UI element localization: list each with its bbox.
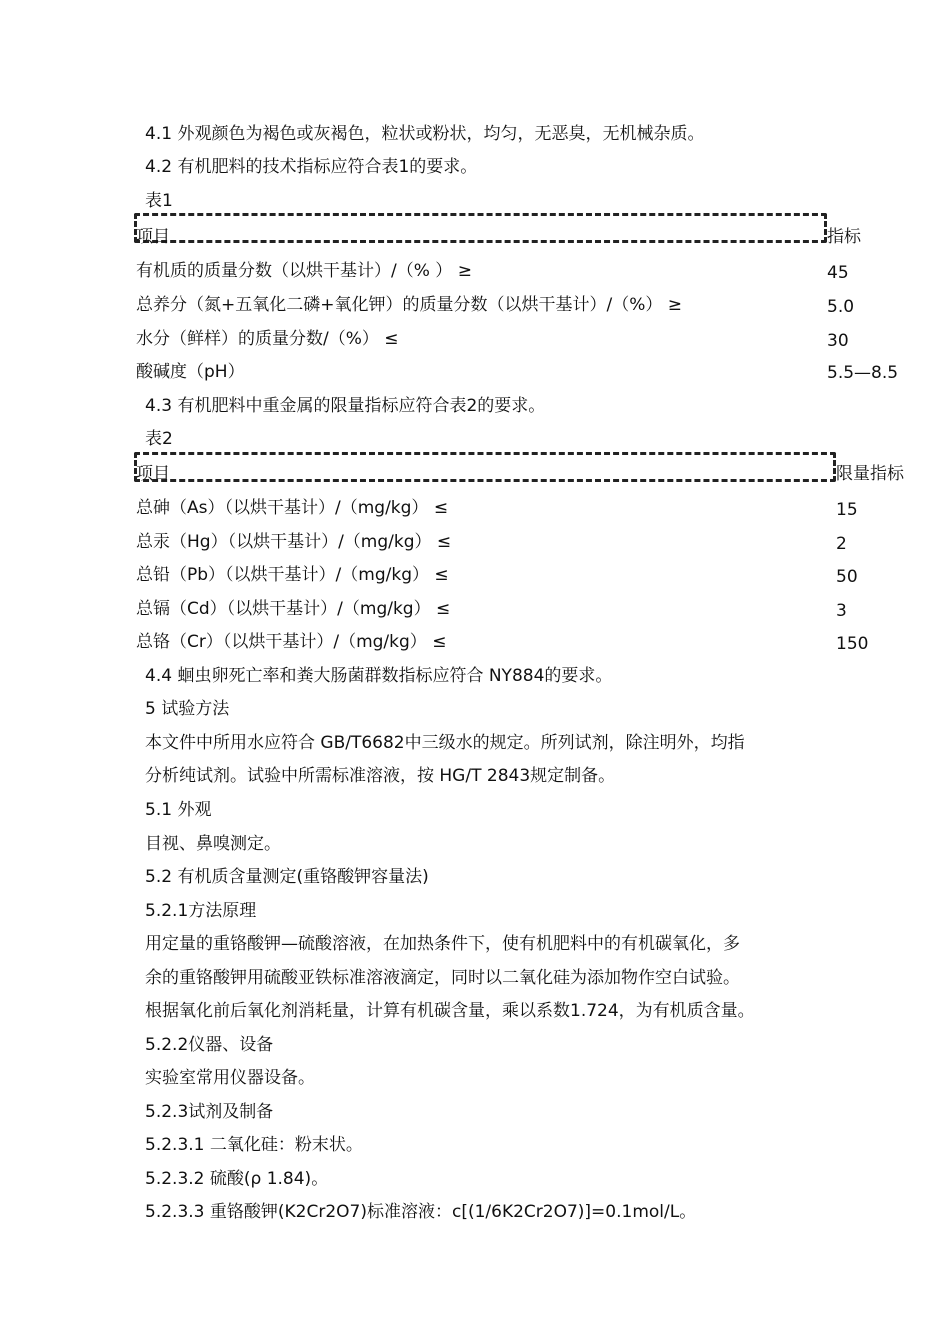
paragraph-4-2: 4.2 有机肥料的技术指标应符合表1的要求。 xyxy=(145,157,478,177)
section5-2-1-line: 余的重铬酸钾用硫酸亚铁标准溶液滴定，同时以二氧化硅为添加物作空白试验。 xyxy=(145,968,740,988)
section5-intro-line: 分析纯试剂。试验中所需标准溶液，按 HG/T 2843规定制备。 xyxy=(145,766,616,786)
table1-row-value: 5.0 xyxy=(827,297,855,317)
table1-row-value: 45 xyxy=(827,263,849,283)
table2-row-item: 总铬（Cr）（以烘干基计）/（mg/kg） ≤ xyxy=(136,632,447,652)
table1-row-value: 5.5—8.5 xyxy=(827,363,899,383)
table2-header-value: 限量指标 xyxy=(836,464,904,484)
paragraph-4-1: 4.1 外观颜色为褐色或灰褐色，粒状或粉状，均匀，无恶臭，无机械杂质。 xyxy=(145,124,705,144)
table2-row-value: 3 xyxy=(836,601,847,621)
table2-caption: 表2 xyxy=(145,429,173,449)
paragraph-4-3: 4.3 有机肥料中重金属的限量指标应符合表2的要求。 xyxy=(145,396,546,416)
section5-2-1-line: 用定量的重铬酸钾—硫酸溶液，在加热条件下，使有机肥料中的有机碳氧化，多 xyxy=(145,934,740,954)
table2-row-value: 50 xyxy=(836,567,858,587)
table1-header-item: 项目 xyxy=(136,227,170,247)
section5-2-heading: 5.2 有机质含量测定(重铬酸钾容量法) xyxy=(145,867,429,887)
paragraph-4-4: 4.4 蛔虫卵死亡率和粪大肠菌群数指标应符合 NY884的要求。 xyxy=(145,666,613,686)
section5-1-text: 目视、鼻嗅测定。 xyxy=(145,834,281,854)
section5-2-3-heading: 5.2.3试剂及制备 xyxy=(145,1102,274,1122)
table2-row-item: 总镉（Cd）（以烘干基计）/（mg/kg） ≤ xyxy=(136,599,451,619)
table1-header-frame xyxy=(134,213,827,243)
section5-2-2-text: 实验室常用仪器设备。 xyxy=(145,1068,315,1088)
section5-heading: 5 试验方法 xyxy=(145,699,230,719)
table2-row-value: 2 xyxy=(836,534,847,554)
section5-2-2-heading: 5.2.2仪器、设备 xyxy=(145,1035,274,1055)
table2-row-item: 总汞（Hg）（以烘干基计）/（mg/kg） ≤ xyxy=(136,532,452,552)
section5-2-3-3: 5.2.3.3 重铬酸钾(K2Cr2O7)标准溶液：c[(1/6K2Cr2O7)]=0.1mol/L。 xyxy=(145,1202,697,1222)
table1-row-item: 酸碱度（pH） xyxy=(136,362,245,382)
table1-row-item: 有机质的质量分数（以烘干基计）/（% ） ≥ xyxy=(136,261,472,281)
table1-row-item: 水分（鲜样）的质量分数/（%） ≤ xyxy=(136,329,399,349)
table2-row-item: 总铅（Pb）（以烘干基计）/（mg/kg） ≤ xyxy=(136,565,449,585)
table1-row-item: 总养分（氮+五氧化二磷+氧化钾）的质量分数（以烘干基计）/（%） ≥ xyxy=(136,295,683,315)
table2-row-item: 总砷（As）（以烘干基计）/（mg/kg） ≤ xyxy=(136,498,449,518)
section5-2-1-heading: 5.2.1方法原理 xyxy=(145,901,257,921)
table2-row-value: 15 xyxy=(836,500,858,520)
section5-2-3-2: 5.2.3.2 硫酸(ρ 1.84)。 xyxy=(145,1169,329,1189)
section5-1-heading: 5.1 外观 xyxy=(145,800,212,820)
section5-intro-line: 本文件中所用水应符合 GB/T6682中三级水的规定。所列试剂，除注明外，均指 xyxy=(145,733,745,753)
section5-2-1-line: 根据氧化前后氧化剂消耗量，计算有机碳含量，乘以系数1.724，为有机质含量。 xyxy=(145,1001,755,1021)
section5-2-3-1: 5.2.3.1 二氧化硅：粉末状。 xyxy=(145,1135,363,1155)
table1-row-value: 30 xyxy=(827,331,849,351)
table2-header-item: 项目 xyxy=(136,464,170,484)
table2-row-value: 150 xyxy=(836,634,869,654)
table2-header-frame xyxy=(134,452,836,482)
table1-header-value: 指标 xyxy=(827,227,861,247)
table1-caption: 表1 xyxy=(145,191,173,211)
